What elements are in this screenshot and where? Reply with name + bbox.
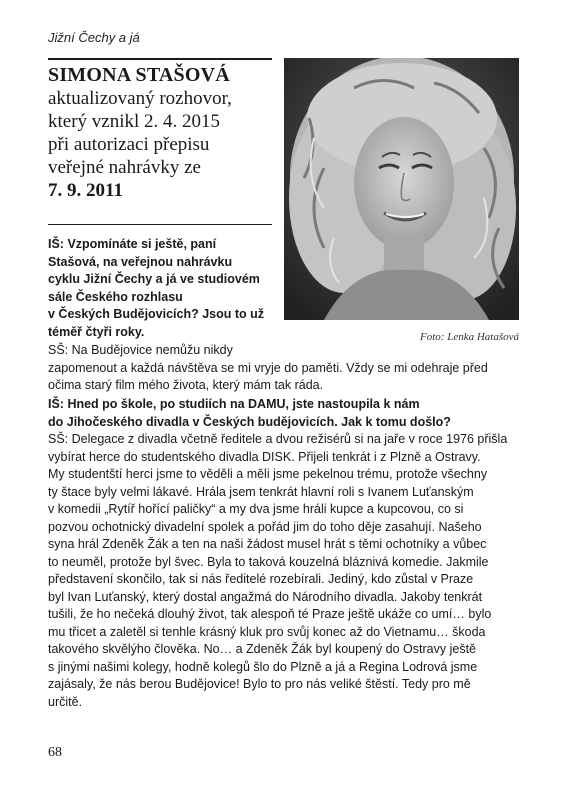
- text-line: pozvou ochotnický divadelní spolek a pořád jim do toho děje zasahují. Našeho: [48, 519, 482, 534]
- text-line: očima starý film mého života, který mám tak ráda.: [48, 378, 324, 392]
- text-line: zapomenout a každá návštěva se mi vryje do paměti. Vždy se mi odehraje před: [48, 360, 488, 375]
- subtitle-line: veřejné nahrávky ze: [48, 157, 201, 178]
- interview-answer: [48, 342, 521, 395]
- text-line: IŠ: Hned po škole, po studiích na DAMU, jste nastoupila k nám: [48, 397, 420, 411]
- header-rule: [48, 58, 272, 60]
- text-line: téměř čtyři roky.: [48, 324, 145, 339]
- text-line: s jinými našimi kolegy, hodně kolegů šlo do Plzně a já a Regina Lodrová jsme: [48, 659, 478, 674]
- text-line: takového skvělýho člověka. No… a Zdeněk Žák byl koupený do Ostravy ještě: [48, 642, 476, 656]
- text-line: syna hrál Zdeněk Žák a ten na naši žádost musel hrát s těmi ochotníky a vůbec: [48, 537, 487, 551]
- text-line: byl Ivan Luťanský, který dostal angažmá do Národního divadla. Jakoby tenkrát: [48, 589, 483, 604]
- running-head: Jižní Čechy a já: [48, 30, 140, 45]
- page-number: 68: [48, 745, 62, 760]
- text-line: do Jihočeského divadla v Českých budějovicích. Jak k tomu došlo?: [48, 414, 451, 429]
- subtitle-line: při autorizaci přepisu: [48, 134, 210, 155]
- recording-date: 7. 9. 2011: [48, 180, 123, 201]
- text-line: mu třicet a zaletěl si tenhle krásný kluk pro svůj konec až do Vietnamu… škoda: [48, 624, 486, 639]
- subtitle-line: aktualizovaný rozhovor,: [48, 88, 232, 109]
- text-line: cyklu Jižní Čechy a já ve studiovém: [48, 272, 260, 286]
- text-line: ty štace byly velmi lákavé. Hrála jsem tenkrát hlavní roli s Ivanem Luťanským: [48, 484, 474, 499]
- photo-credit: Foto: Lenka Hatašová: [420, 331, 519, 343]
- text-line: tušili, že ho nečeká dlouhý život, tak alespoň té Praze ještě ukáže co umí… bylo: [48, 607, 492, 621]
- text-line: SŠ: Na Budějovice nemůžu nikdy: [48, 343, 233, 357]
- title-rule: [48, 224, 272, 225]
- text-line: v komedii „Rytíř hořící paličky“ a my dva jsme hráli kupce a kupcovou, co si: [48, 502, 464, 516]
- text-line: SŠ: Delegace z divadla včetně ředitele a dvou režisérů si na jaře v roce 1976 přišla: [48, 432, 508, 446]
- interview-answer: [48, 431, 521, 711]
- text-line: v Českých Budějovicích? Jsou to už: [48, 307, 265, 321]
- subtitle-line: který vznikl 2. 4. 2015: [48, 111, 221, 132]
- interview-question: [48, 396, 521, 431]
- article-title-block: [48, 64, 274, 203]
- interview-question: [48, 236, 274, 341]
- text-line: IŠ: Vzpomínáte si ještě, paní: [48, 237, 217, 251]
- text-line: sále Českého rozhlasu: [48, 289, 183, 304]
- text-line: Stašová, na veřejnou nahrávku: [48, 254, 233, 269]
- text-line: My studentští herci jsme to věděli a měli jsme pekelnou trému, protože všechny: [48, 467, 488, 481]
- text-line: vybírat herce do studentského divadla DISK. Přijeli tenkrát i z Plzně a Ostravy.: [48, 449, 481, 464]
- text-line: zajásaly, že nás berou Budějovice! Bylo to pro nás veliké štěstí. Tedy pro mě: [48, 677, 471, 691]
- text-line: to neuměl, protože byl švec. Byla to taková kouzelná bláznivá komedie. Jakmile: [48, 554, 489, 569]
- portrait-photo: [284, 58, 519, 320]
- text-line: určitě.: [48, 694, 83, 709]
- interviewee-name: SIMONA STAŠOVÁ: [48, 64, 230, 86]
- text-line: představení skončilo, tak si nás ředitelé rozebírali. Jediný, kdo zůstal v Praze: [48, 572, 474, 586]
